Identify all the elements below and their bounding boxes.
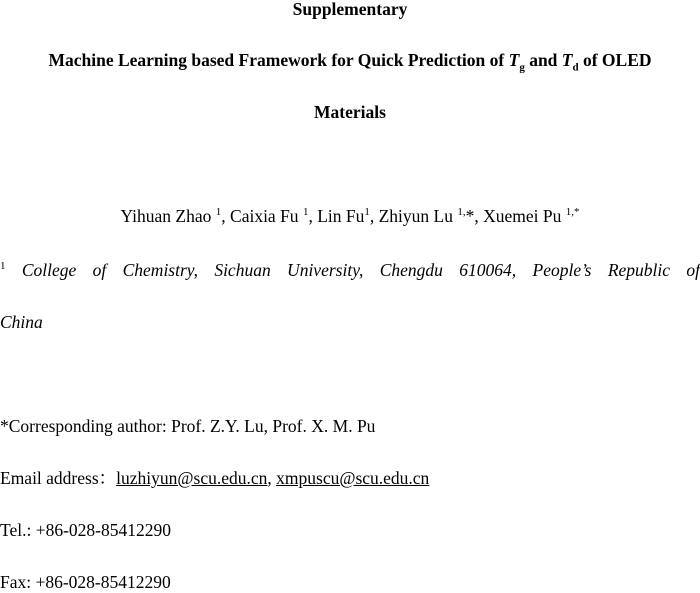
author-name: Xuemei Pu	[483, 206, 562, 226]
author-separator: ,	[474, 206, 484, 226]
email-link-lu[interactable]: luzhiyun@scu.edu.cn	[116, 468, 268, 488]
affiliation-text: College of Chemistry, Sichuan University, Chengdu 610064, People’s Republic of	[21, 260, 700, 280]
author-affiliation-sup: 1	[364, 206, 370, 219]
fax: Fax: +86-028-85412290	[0, 572, 171, 592]
affiliation-line-2: China	[0, 312, 43, 332]
email-label: Email address：	[0, 468, 117, 488]
author-name: Caixia Fu	[230, 206, 299, 226]
title-text-part-2: of OLED	[578, 50, 652, 70]
author-affiliation-sup: 1	[302, 206, 309, 219]
author-affiliation-sup: 1,*	[565, 206, 580, 219]
paper-title-line-1	[0, 49, 700, 74]
author-name: Lin Fu	[317, 206, 365, 226]
tg-subscript: g	[519, 61, 525, 74]
author-affiliation-sup: 1,	[457, 206, 466, 219]
author-name: Yihuan Zhao	[120, 206, 212, 226]
telephone: Tel.: +86-028-85412290	[0, 520, 171, 540]
author-list	[0, 205, 700, 227]
td-subscript: d	[572, 61, 579, 74]
email-separator: ,	[267, 468, 277, 488]
author-affiliation-sup: 1	[215, 206, 222, 219]
tg-symbol: T	[508, 50, 520, 70]
author-separator: ,	[369, 206, 379, 226]
corresponding-author: *Corresponding author: Prof. Z.Y. Lu, Prof. X. M. Pu	[0, 416, 376, 436]
corresponding-mark: *	[465, 206, 475, 226]
supplementary-heading: Supplementary	[292, 0, 408, 19]
title-and: and	[524, 50, 562, 70]
email-link-pu[interactable]: xmpuscu@scu.edu.cn	[276, 468, 430, 488]
email-address-line	[0, 467, 700, 489]
paper-title-line-2: Materials	[314, 102, 386, 122]
title-text-part-1: Machine Learning based Framework for Quick Prediction of	[48, 50, 509, 70]
author-name: Zhiyun Lu	[378, 206, 453, 226]
author-separator: ,	[221, 206, 231, 226]
author-separator: ,	[308, 206, 318, 226]
affiliation-line-1	[0, 259, 700, 281]
td-symbol: T	[561, 50, 573, 70]
affiliation-number: 1	[0, 260, 6, 273]
